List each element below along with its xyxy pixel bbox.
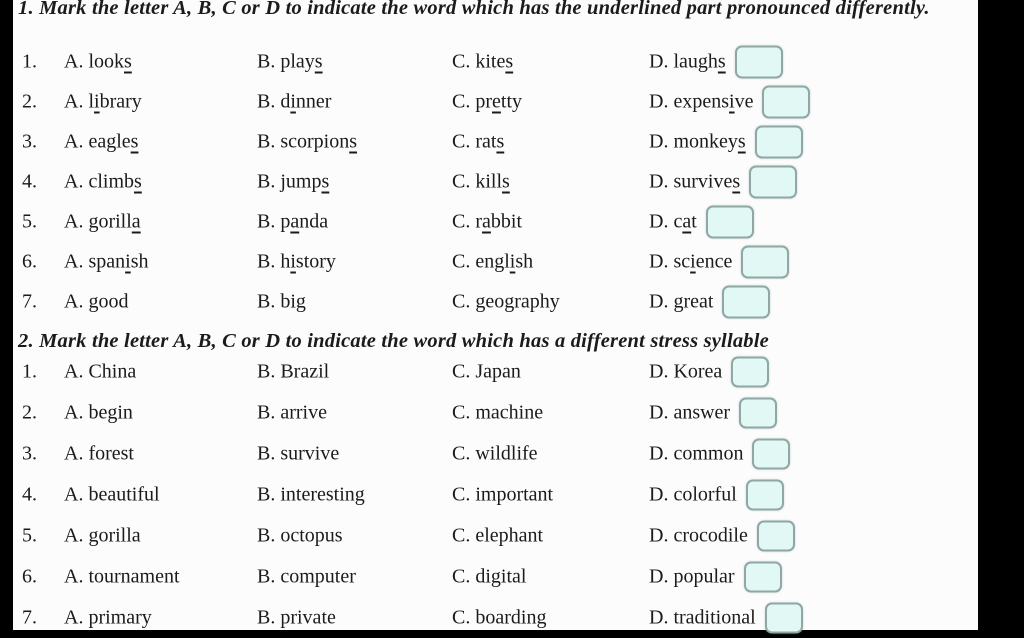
question-number: 4. bbox=[22, 170, 37, 193]
option-letter: C. bbox=[452, 250, 476, 273]
option-letter: A. bbox=[64, 606, 89, 628]
option-letter: A. bbox=[64, 50, 89, 73]
question-row bbox=[0, 597, 978, 638]
option-letter: C. bbox=[452, 401, 476, 423]
option-a bbox=[64, 291, 128, 314]
option-b bbox=[257, 171, 329, 194]
question-row bbox=[0, 242, 978, 282]
underlined-part: s bbox=[737, 130, 746, 153]
question-row bbox=[0, 42, 978, 82]
option-letter: A. bbox=[64, 565, 89, 587]
option-word: wildlife bbox=[475, 442, 538, 464]
option-word: jumps bbox=[280, 170, 330, 193]
underlined-part: s bbox=[321, 170, 330, 193]
underlined-part: s bbox=[314, 50, 323, 73]
option-letter: B. bbox=[257, 290, 281, 313]
option-word: kills bbox=[475, 170, 510, 193]
option-word: geography bbox=[475, 290, 560, 313]
option-b bbox=[257, 251, 336, 274]
underlined-part: i bbox=[509, 250, 516, 273]
underlined-part: s bbox=[496, 130, 505, 153]
option-word: kites bbox=[475, 50, 514, 73]
option-word: primary bbox=[88, 606, 152, 628]
option-word: climbs bbox=[88, 170, 142, 193]
option-c bbox=[452, 51, 513, 74]
option-letter: C. bbox=[452, 210, 476, 233]
underlined-part: s bbox=[349, 130, 358, 153]
question-number: 7. bbox=[22, 606, 37, 628]
option-letter: A. bbox=[64, 483, 89, 505]
question-row bbox=[0, 392, 978, 433]
option-d bbox=[649, 246, 789, 279]
option-word: survives bbox=[673, 170, 741, 193]
underlined-part: s bbox=[717, 50, 726, 73]
underlined-part: i bbox=[94, 90, 100, 113]
option-letter: D. bbox=[649, 210, 674, 233]
answer-box[interactable] bbox=[739, 397, 777, 428]
rows bbox=[0, 42, 978, 322]
option-c bbox=[452, 251, 533, 274]
option-letter: B. bbox=[257, 210, 281, 233]
answer-box[interactable] bbox=[749, 166, 797, 199]
option-c bbox=[452, 565, 526, 588]
option-a bbox=[64, 606, 152, 629]
question-row bbox=[0, 556, 978, 597]
option-letter: A. bbox=[64, 90, 89, 113]
question-number: 3. bbox=[22, 442, 37, 464]
option-letter: B. bbox=[257, 401, 281, 423]
option-c bbox=[452, 606, 546, 629]
option-a bbox=[64, 91, 142, 114]
option-letter: B. bbox=[257, 90, 281, 113]
option-word: eagles bbox=[88, 130, 139, 153]
option-letter: D. bbox=[649, 130, 674, 153]
option-word: looks bbox=[88, 50, 132, 73]
option-c bbox=[452, 171, 510, 194]
underlined-part: a bbox=[482, 210, 491, 233]
option-letter: D. bbox=[649, 524, 674, 546]
option-letter: B. bbox=[257, 483, 281, 505]
option-b bbox=[257, 401, 327, 424]
option-letter: D. bbox=[649, 90, 674, 113]
option-b bbox=[257, 291, 306, 314]
option-word: computer bbox=[280, 565, 356, 587]
option-d bbox=[649, 356, 769, 387]
option-letter: C. bbox=[452, 483, 476, 505]
option-letter: B. bbox=[257, 524, 281, 546]
option-b bbox=[257, 131, 357, 154]
underlined-part: s bbox=[502, 170, 510, 193]
option-c bbox=[452, 442, 538, 465]
option-letter: D. bbox=[649, 250, 674, 273]
option-word: private bbox=[280, 606, 336, 628]
option-letter: D. bbox=[649, 606, 674, 628]
option-a bbox=[64, 131, 138, 154]
option-word: cat bbox=[673, 210, 697, 233]
option-d bbox=[649, 438, 790, 469]
option-word: monkeys bbox=[673, 130, 746, 153]
option-letter: B. bbox=[257, 442, 281, 464]
underlined-part: s bbox=[130, 130, 139, 153]
option-word: Korea bbox=[673, 360, 723, 382]
section-title: Mark the letter A, B, C or D to indicate the word which has a different stress syllable bbox=[39, 330, 769, 352]
question-number: 4. bbox=[22, 483, 37, 505]
option-a bbox=[64, 360, 136, 383]
option-word: laughs bbox=[673, 50, 726, 73]
question-number: 1. bbox=[22, 360, 37, 382]
option-letter: C. bbox=[452, 130, 476, 153]
option-d bbox=[649, 206, 754, 239]
option-word: beautiful bbox=[88, 483, 160, 505]
option-word: gorilla bbox=[88, 524, 141, 546]
right-crop-bar bbox=[978, 0, 1024, 638]
option-word: forest bbox=[88, 442, 134, 464]
option-d bbox=[649, 561, 782, 592]
option-letter: A. bbox=[64, 360, 89, 382]
option-word: arrive bbox=[280, 401, 327, 423]
underlined-part: i bbox=[125, 250, 131, 273]
option-d bbox=[649, 46, 783, 79]
option-word: big bbox=[280, 290, 306, 313]
question-row bbox=[0, 515, 978, 556]
option-word: popular bbox=[673, 565, 735, 587]
option-d bbox=[649, 602, 803, 633]
option-letter: A. bbox=[64, 250, 89, 273]
option-d bbox=[649, 520, 795, 551]
option-letter: D. bbox=[649, 565, 674, 587]
option-letter: B. bbox=[257, 50, 281, 73]
question-number: 7. bbox=[22, 290, 37, 313]
option-word: Brazil bbox=[280, 360, 330, 382]
question-number: 6. bbox=[22, 250, 37, 273]
option-word: elephant bbox=[475, 524, 544, 546]
option-word: library bbox=[88, 90, 142, 113]
option-word: boarding bbox=[475, 606, 547, 628]
option-word: history bbox=[280, 250, 336, 273]
option-a bbox=[64, 211, 141, 234]
option-d bbox=[649, 86, 810, 119]
option-word: dinner bbox=[280, 90, 332, 113]
question-number: 3. bbox=[22, 130, 37, 153]
option-letter: B. bbox=[257, 606, 281, 628]
question-number: 6. bbox=[22, 565, 37, 587]
option-b bbox=[257, 565, 356, 588]
option-letter: C. bbox=[452, 565, 476, 587]
option-letter: C. bbox=[452, 360, 476, 382]
underlined-part: i bbox=[729, 90, 735, 113]
option-word: pretty bbox=[475, 90, 523, 113]
option-b bbox=[257, 442, 339, 465]
question-row bbox=[0, 282, 978, 322]
answer-box[interactable] bbox=[762, 86, 810, 119]
option-a bbox=[64, 483, 160, 506]
underlined-part: a bbox=[290, 210, 300, 233]
underlined-part: e bbox=[492, 90, 501, 113]
underlined-part: s bbox=[124, 50, 132, 73]
option-word: common bbox=[673, 442, 744, 464]
section-title: Mark the letter A, B, C or D to indicate the word which has the underlined part pronounced differently. bbox=[39, 0, 930, 19]
underlined-part: i bbox=[290, 90, 296, 113]
question-number: 2. bbox=[22, 401, 37, 423]
answer-box[interactable] bbox=[757, 520, 795, 551]
underlined-part: s bbox=[134, 170, 142, 193]
option-b bbox=[257, 524, 343, 547]
option-word: answer bbox=[673, 401, 731, 423]
question-number: 5. bbox=[22, 210, 37, 233]
option-letter: A. bbox=[64, 130, 89, 153]
option-word: good bbox=[88, 290, 129, 313]
option-letter: B. bbox=[257, 250, 281, 273]
option-word: begin bbox=[88, 401, 133, 423]
answer-box[interactable] bbox=[765, 602, 803, 633]
option-c bbox=[452, 291, 560, 314]
option-b bbox=[257, 51, 323, 74]
option-word: crocodile bbox=[673, 524, 748, 546]
option-letter: D. bbox=[649, 401, 674, 423]
option-a bbox=[64, 171, 142, 194]
option-letter: D. bbox=[649, 50, 674, 73]
option-b bbox=[257, 211, 328, 234]
option-word: expensive bbox=[673, 90, 754, 113]
option-word: survive bbox=[280, 442, 340, 464]
underlined-part: a bbox=[682, 210, 692, 233]
option-letter: A. bbox=[64, 210, 89, 233]
option-c bbox=[452, 401, 543, 424]
option-word: digital bbox=[475, 565, 527, 587]
underlined-part: i bbox=[290, 250, 296, 273]
option-word: spanish bbox=[88, 250, 149, 273]
option-d bbox=[649, 479, 784, 510]
underlined-part: i bbox=[690, 250, 696, 273]
question-number: 5. bbox=[22, 524, 37, 546]
underlined-part: a bbox=[131, 210, 141, 233]
question-row bbox=[0, 122, 978, 162]
option-a bbox=[64, 524, 141, 547]
option-letter: A. bbox=[64, 524, 89, 546]
option-a bbox=[64, 442, 134, 465]
option-word: tournament bbox=[88, 565, 180, 587]
answer-box[interactable] bbox=[746, 479, 784, 510]
option-letter: A. bbox=[64, 170, 89, 193]
option-b bbox=[257, 360, 329, 383]
option-c bbox=[452, 91, 522, 114]
option-letter: D. bbox=[649, 360, 674, 382]
option-letter: C. bbox=[452, 50, 476, 73]
option-letter: C. bbox=[452, 90, 476, 113]
option-letter: C. bbox=[452, 606, 476, 628]
answer-box[interactable] bbox=[755, 126, 803, 159]
option-b bbox=[257, 91, 331, 114]
question-row bbox=[0, 474, 978, 515]
section-number: 2. bbox=[18, 330, 34, 352]
option-word: octopus bbox=[280, 524, 343, 546]
option-word: plays bbox=[280, 50, 323, 73]
section-number: 1. bbox=[18, 0, 34, 19]
option-word: science bbox=[673, 250, 733, 273]
underlined-part: s bbox=[732, 170, 741, 193]
answer-box[interactable] bbox=[722, 286, 770, 319]
option-word: rats bbox=[475, 130, 505, 153]
option-letter: C. bbox=[452, 524, 476, 546]
option-letter: D. bbox=[649, 442, 674, 464]
option-word: rabbit bbox=[475, 210, 523, 233]
answer-box[interactable] bbox=[706, 206, 754, 239]
question-row bbox=[0, 162, 978, 202]
answer-box[interactable] bbox=[735, 46, 783, 79]
option-d bbox=[649, 166, 797, 199]
option-word: gorilla bbox=[88, 210, 141, 233]
option-a bbox=[64, 565, 180, 588]
option-word: english bbox=[475, 250, 534, 273]
answer-box[interactable] bbox=[752, 438, 790, 469]
option-b bbox=[257, 606, 336, 629]
option-c bbox=[452, 211, 522, 234]
question-number: 1. bbox=[22, 50, 37, 73]
option-letter: A. bbox=[64, 401, 89, 423]
option-word: scorpions bbox=[280, 130, 358, 153]
option-letter: D. bbox=[649, 483, 674, 505]
option-d bbox=[649, 397, 777, 428]
option-d bbox=[649, 286, 770, 319]
option-word: China bbox=[88, 360, 137, 382]
option-a bbox=[64, 401, 133, 424]
option-letter: D. bbox=[649, 170, 674, 193]
option-letter: A. bbox=[64, 442, 89, 464]
option-word: important bbox=[475, 483, 554, 505]
option-word: great bbox=[673, 290, 714, 313]
option-letter: C. bbox=[452, 290, 476, 313]
rows bbox=[0, 351, 978, 638]
option-letter: C. bbox=[452, 170, 476, 193]
question-number: 2. bbox=[22, 90, 37, 113]
question-row bbox=[0, 433, 978, 474]
option-a bbox=[64, 51, 132, 74]
section-1-header bbox=[18, 0, 964, 22]
option-b bbox=[257, 483, 365, 506]
underlined-part: s bbox=[505, 50, 514, 73]
option-letter: B. bbox=[257, 360, 281, 382]
option-c bbox=[452, 524, 543, 547]
option-word: panda bbox=[280, 210, 329, 233]
answer-box[interactable] bbox=[744, 561, 782, 592]
option-letter: B. bbox=[257, 170, 281, 193]
question-row bbox=[0, 202, 978, 242]
option-word: traditional bbox=[673, 606, 756, 628]
option-c bbox=[452, 483, 553, 506]
option-c bbox=[452, 360, 521, 383]
option-letter: A. bbox=[64, 290, 89, 313]
answer-box[interactable] bbox=[731, 356, 769, 387]
option-letter: B. bbox=[257, 565, 281, 587]
option-letter: B. bbox=[257, 130, 281, 153]
option-letter: C. bbox=[452, 442, 476, 464]
question-row bbox=[0, 82, 978, 122]
option-letter: D. bbox=[649, 290, 674, 313]
option-word: interesting bbox=[280, 483, 365, 505]
option-c bbox=[452, 131, 504, 154]
option-word: Japan bbox=[475, 360, 521, 382]
option-a bbox=[64, 251, 148, 274]
option-d bbox=[649, 126, 803, 159]
question-row bbox=[0, 351, 978, 392]
answer-box[interactable] bbox=[741, 246, 789, 279]
option-word: machine bbox=[475, 401, 544, 423]
option-word: colorful bbox=[673, 483, 737, 505]
